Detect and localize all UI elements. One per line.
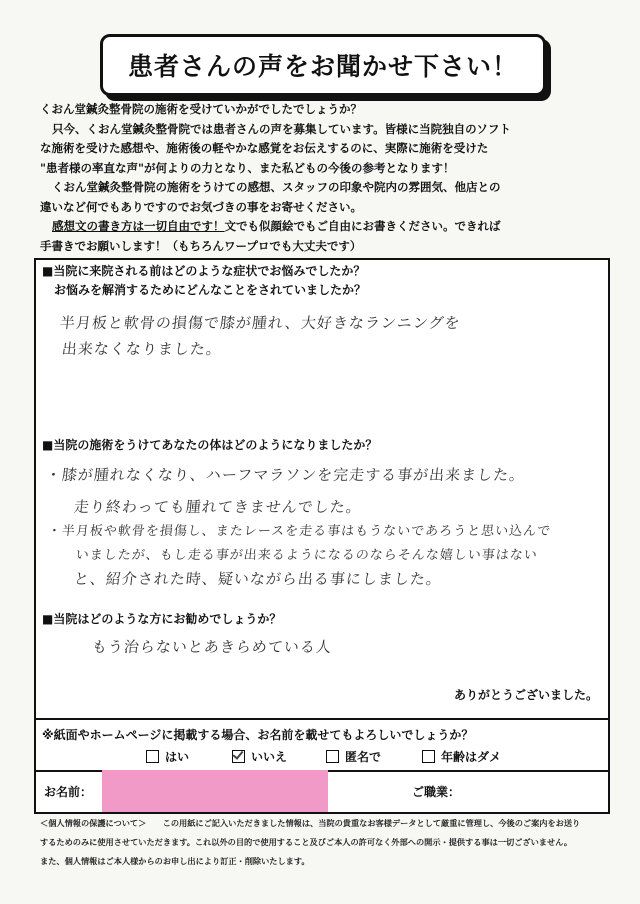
intro-line: 只今、くおん堂鍼灸整骨院では患者さんの声を募集しています。皆様に当院独自のソフト bbox=[52, 121, 511, 136]
q1-heading: ■当院に来院される前はどのような症状でお悩みでしたか？ bbox=[42, 264, 366, 278]
name-redaction bbox=[102, 770, 328, 812]
name-label: お名前： bbox=[44, 785, 93, 799]
checkbox-icon[interactable] bbox=[146, 750, 159, 763]
q1-answer: 出来なくなりました。 bbox=[61, 340, 223, 358]
q2-answer: ・半月板や軟骨を損傷し、またレースを走る事はもうないであろうと思い込んで bbox=[47, 524, 552, 539]
privacy-line: ＜個人情報の保護について＞ この用紙にご記入いただきました情報は、当院の貴重なお客様データとして厳重に管理し、今後のご案内をお送り bbox=[40, 818, 581, 828]
survey-box bbox=[34, 258, 610, 720]
publication-options bbox=[36, 748, 608, 766]
option-yes[interactable] bbox=[146, 748, 189, 765]
q2-answer: 走り終わっても腫れてきませんでした。 bbox=[73, 498, 363, 516]
q1-answer: 半月板と軟骨の損傷で膝が腫れ、大好きなランニングを bbox=[59, 314, 462, 332]
option-anonymous[interactable] bbox=[326, 748, 381, 765]
option-label: いいえ bbox=[251, 750, 288, 764]
intro-line: "患者様の率直な声"が何よりの力となり、また私どもの今後の参考となります！ bbox=[40, 160, 455, 175]
thanks-text: ありがとうございました。 bbox=[453, 688, 598, 702]
privacy-notice bbox=[40, 814, 610, 871]
intro-line-rest: 文でも似顔絵でもご自由にお書きください。できれば bbox=[224, 219, 501, 233]
intro-text bbox=[40, 100, 610, 256]
intro-line bbox=[40, 217, 610, 237]
publication-question: ※紙面やホームページに掲載する場合、お名前を載せてもよろしいでしょうか？ bbox=[42, 728, 474, 742]
intro-line: くおん堂鍼灸整骨院の施術をうけての感想、スタッフの印象や院内の雰囲気、他店との bbox=[52, 180, 501, 194]
q2-answer: ・膝が腫れなくなり、ハーフマラソンを完走する事が出来ました。 bbox=[45, 466, 527, 484]
q2-answer: と、紹介された時、疑いながら出る事にしました。 bbox=[73, 570, 443, 588]
intro-line: くおん堂鍼灸整骨院の施術を受けていかがでしたでしょうか？ bbox=[40, 102, 362, 116]
checkbox-icon[interactable] bbox=[422, 750, 435, 763]
option-label: 匿名で bbox=[345, 750, 382, 764]
intro-line: 違いなど何でもありですのでお気づきの事をお寄せください。 bbox=[40, 199, 362, 214]
publication-box bbox=[34, 718, 610, 772]
q3-answer: もう治らないとあきらめている人 bbox=[91, 638, 333, 656]
privacy-line: するためのみに使用させていただきます。これ以外の目的で使用すること及びご本人の許可なく外部への開示・提供する事は一切ございません。 bbox=[40, 837, 573, 847]
intro-underlined-text: 感想文の書き方は一切自由です！ bbox=[52, 219, 225, 233]
q3-heading: ■当院はどのような方にお勧めでしょうか？ bbox=[42, 612, 282, 626]
privacy-line: また、個人情報はご本人様からのお申し出により訂正・削除いたします。 bbox=[40, 856, 310, 866]
intro-line: 手書きでお願いします！（もちろんワープロでも大丈夫です） bbox=[40, 238, 362, 253]
title-box bbox=[100, 34, 546, 96]
option-no-age[interactable] bbox=[422, 748, 501, 765]
q1-subheading: お悩みを解消するためにどんなことをされていましたか？ bbox=[54, 283, 367, 297]
job-label: ご職業： bbox=[412, 785, 461, 799]
option-no[interactable] bbox=[232, 748, 287, 765]
checkbox-icon[interactable] bbox=[326, 750, 339, 763]
name-box bbox=[34, 770, 610, 814]
q2-answer: いましたが、もし走る事が出来るようになるのならそんな嬉しい事はない bbox=[75, 548, 539, 563]
q2-heading: ■当院の施術をうけてあなたの体はどのようになりましたか？ bbox=[42, 438, 378, 452]
intro-line: な施術を受けた感想や、施術後の軽やかな感覚をお伝えするのに、実際に施術を受けた bbox=[40, 141, 489, 155]
option-label: はい bbox=[165, 750, 190, 764]
page-title: 患者さんの声をお聞かせ下さい！ bbox=[127, 52, 518, 81]
option-label: 年齢はダメ bbox=[441, 750, 502, 764]
checked-checkbox-icon[interactable] bbox=[232, 750, 245, 763]
